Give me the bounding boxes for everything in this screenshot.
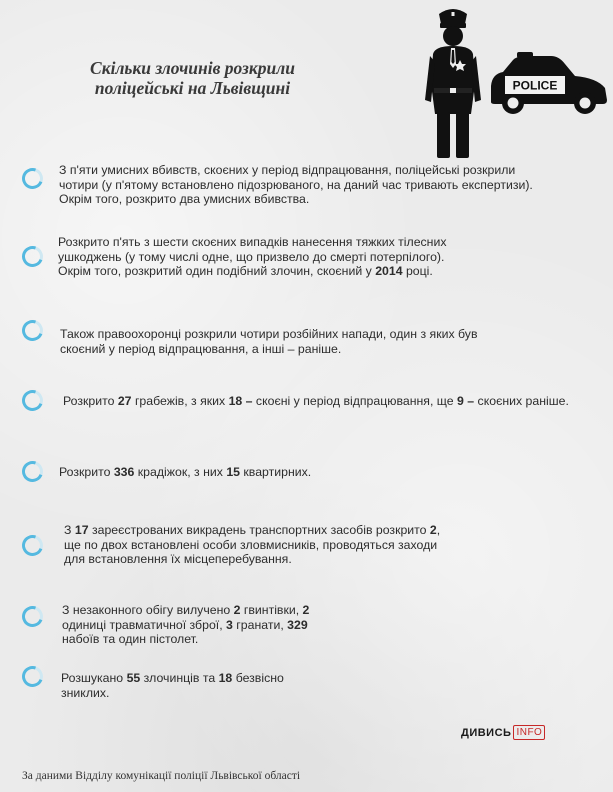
stat-item — [63, 394, 569, 409]
stat-text: З незаконного обігу вилучено — [62, 603, 234, 617]
stat-text: З — [64, 523, 75, 537]
stat-text: Розкрито — [59, 465, 114, 479]
stat-number: 2014 — [375, 264, 403, 278]
stat-item — [58, 235, 447, 279]
stat-number: 18 — [218, 671, 233, 685]
stat-number: 2 — [233, 603, 241, 617]
police-car-icon — [491, 52, 607, 114]
stat-text: для встановлення їх місцеперебування. — [64, 552, 292, 566]
stat-item — [59, 163, 533, 207]
stat-text: , — [436, 523, 441, 537]
stat-item-line — [60, 327, 477, 342]
stat-item-line — [61, 686, 284, 701]
brand-suffix: INFO — [513, 725, 545, 740]
stat-item — [60, 327, 477, 356]
stat-text: Окрім того, розкрито два умисних вбивства. — [59, 192, 310, 206]
stat-text: грабежів, з яких — [131, 394, 229, 408]
stat-text: Розшукано — [61, 671, 127, 685]
stat-number: 2 — [302, 603, 310, 617]
stat-item-line — [62, 632, 309, 647]
stat-item-line — [61, 671, 284, 686]
stat-text: Окрім того, розкритий один подібний злочин, скоєний у — [58, 264, 376, 278]
stat-number: 336 — [113, 465, 135, 479]
stat-item-line — [59, 178, 533, 193]
bullet-ring-icon — [19, 387, 47, 415]
stat-number: 3 — [226, 617, 233, 632]
bullet-ring-icon — [19, 458, 47, 486]
stat-text: Також правоохоронці розкрили чотири розбійних напади, один з яких був — [60, 327, 478, 341]
stat-item — [59, 465, 311, 480]
bullet-ring-icon — [19, 603, 47, 631]
bullet-ring-icon — [19, 165, 47, 193]
stat-text: скоєні у період відпрацювання, ще — [252, 394, 458, 408]
bullet-ring-icon — [19, 317, 47, 345]
stat-number: 55 — [126, 671, 141, 685]
stat-text: одиниці травматичної зброї, — [62, 617, 227, 632]
stat-text: З п'яти умисних вбивств, скоєних у період відпрацювання, поліцейські розкрили — [59, 163, 516, 177]
stat-text: зареєстрованих викрадень транспортних засобів розкрито — [88, 523, 430, 537]
stat-text: Розкрито — [63, 394, 118, 408]
stat-item — [61, 671, 284, 700]
brand-logo — [461, 725, 545, 740]
stat-item-line — [64, 552, 440, 567]
stat-text: році. — [402, 264, 433, 278]
stat-text: злочинців та — [140, 671, 219, 685]
title-line-2: поліцейські на Львівщині — [94, 78, 291, 98]
stat-text: Розкрито п'ять з шести скоєних випадків нанесення тяжких тілесних — [58, 235, 447, 249]
stat-item-line — [58, 235, 447, 250]
stat-text: чотири (у п'ятому встановлено підозрюваного, на даний час тривають експертизи). — [59, 177, 533, 192]
stat-number: 9 – — [457, 394, 475, 408]
stat-number: 17 — [74, 523, 89, 537]
stat-item-line — [63, 394, 569, 409]
stat-item-line — [62, 618, 309, 633]
stat-text: гвинтівки, — [240, 603, 303, 617]
stat-text: скоєних раніше. — [474, 394, 569, 408]
stat-number: 27 — [117, 394, 132, 408]
stat-text: ушкоджень (у тому числі одне, що призвело до смерті потерпілого). — [58, 249, 445, 264]
stat-item-line — [64, 523, 440, 538]
bullet-ring-icon — [19, 532, 47, 560]
stat-number: 329 — [287, 617, 308, 632]
stat-text: ще по двох встановлені особи зловмисників, проводяться заходи — [64, 537, 438, 552]
stat-item-line — [59, 192, 533, 207]
title-line-1: Скільки злочинів розкрили — [90, 58, 295, 78]
stat-number: 15 — [226, 465, 241, 479]
stat-text: гранати, — [232, 617, 288, 632]
stat-text: крадіжок, з них — [134, 465, 227, 479]
bullet-ring-icon — [19, 243, 47, 271]
stat-item-line — [58, 250, 447, 265]
stat-number: 18 – — [228, 394, 253, 408]
stat-text: скоєний у період відпрацювання, а інші – раніше. — [60, 341, 342, 356]
page-title — [55, 58, 330, 98]
stat-text: квартирних. — [240, 465, 312, 479]
bullet-ring-icon — [19, 663, 47, 691]
source-note: За даними Відділу комунікації поліції Львівської області — [22, 770, 301, 782]
stat-text: зниклих. — [61, 685, 110, 700]
stat-text: безвісно — [232, 671, 284, 685]
stat-item-line — [62, 603, 309, 618]
police-car-label: POLICE — [512, 78, 558, 93]
police-illustration — [425, 2, 610, 162]
police-officer-icon — [425, 9, 481, 158]
stat-item-line — [59, 163, 533, 178]
stat-item — [64, 523, 440, 567]
stat-item-line — [64, 538, 440, 553]
brand-name: ДИВИСЬ — [461, 726, 512, 739]
stat-item — [62, 603, 309, 647]
stat-item-line — [60, 342, 477, 357]
stat-item-line — [58, 264, 447, 279]
stat-number: 2 — [429, 523, 437, 537]
stat-item-line — [59, 465, 311, 480]
stat-text: набоїв та один пістолет. — [62, 632, 199, 646]
